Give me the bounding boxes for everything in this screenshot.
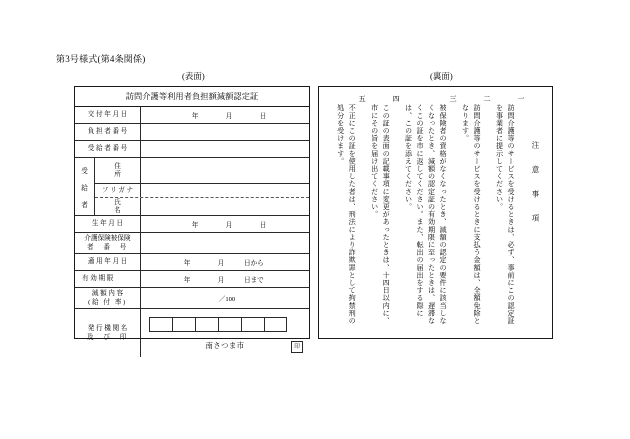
table-row-birthdate [75,216,309,233]
effective-from-year: 年 [183,260,191,267]
expiry-month: 月 [217,277,225,284]
reduction-rate: ／100 [218,296,236,303]
row-value-address[interactable] [141,158,309,183]
recipient-group-label [75,158,95,215]
row-label-effective-from: 適 用 年 月 日 [75,254,141,270]
row-label-payer-number: 負 担 者 番 号 [75,124,141,140]
row-value-issuer [141,309,309,357]
notice-text-1: 訪問介護等のサービスを受けるときは、必ず、事前にこの認定証を事業者に提示してください。 [495,104,515,325]
seal-stamp-icon: 印 [291,341,303,353]
notice-item-3 [402,95,458,330]
row-value-insurance-number[interactable] [141,233,309,253]
reduction-label-line2: (給 付 率) [88,298,127,306]
row-label-birthdate: 生 年 月 日 [75,216,141,232]
notice-marker-4: 四 [392,95,401,103]
insurance-label-line2: 者 番 号 [87,243,128,251]
recipient-group-block [75,158,309,216]
row-value-recipient-number[interactable] [141,141,309,157]
back-notice-panel [318,86,553,339]
row-value-payer-number[interactable] [141,124,309,140]
row-label-name-text: 氏 名 [114,199,141,214]
notice-text-5: 不正にこの証を使用した者は、刑法により詐欺罪として拘禁刑の処分を受けます。 [336,104,357,325]
row-value-expiry[interactable] [141,271,309,287]
recipient-group-rows [95,158,309,215]
notice-item-4 [368,95,401,330]
table-row-effective-from [75,254,309,271]
issuer-code-box[interactable] [264,317,287,332]
table-row-expiry [75,271,309,288]
table-row-recipient-number [75,141,309,158]
expiry-year: 年 [183,277,191,284]
notice-flow [327,95,543,330]
table-row-issuer [75,309,309,357]
issuer-code-box[interactable] [241,317,264,332]
notice-text-4: この証の表面の記載事項に変更があったときは、十四日以内に、市にその旨を届け出てください。 [370,104,391,325]
table-row-insurance-number [75,233,309,254]
row-label-reduction [75,288,141,308]
birthdate-month: 月 [225,222,233,229]
insurance-label-line1: 介護保険被保険 [84,234,131,242]
table-row-name [95,198,309,216]
reduction-label-line1: 減 額 内 容 [91,289,124,297]
table-row-address [95,158,309,184]
issuer-code-boxes[interactable] [149,317,287,332]
notice-marker-2: 二 [483,95,492,103]
certificate-title: 訪問介護等利用者負担額減額認定証 [125,92,259,101]
notice-text-3: 被保険者の資格がなくなったとき、減額の認定の要件に該当しなくなったとき、減額の認定証の有効期限に至ったときは、遅滞なくこの証を市に返してください。また、転出の届出をする際には、この証を添えてください。 [404,104,448,325]
notice-text-2: 訪問介護等のサービスを受けるときに支払う金額は、全額免除となります。 [461,104,482,325]
row-value-reduction[interactable] [141,288,309,308]
recipient-group-char-1: 受 [81,167,88,175]
row-label-name [95,198,141,216]
row-value-name[interactable] [141,198,309,216]
row-label-recipient-number: 受 給 者 番 号 [75,141,141,157]
birthdate-year: 年 [191,222,199,229]
row-label-insurance-number [75,233,141,253]
issuer-code-box[interactable] [172,317,195,332]
issue-date-year: 年 [191,113,199,120]
birthdate-day: 日 [259,222,267,229]
notice-marker-3: 三 [449,95,458,103]
effective-from-day: 日から [244,260,264,267]
row-value-furigana[interactable] [141,184,309,197]
issue-date-day: 日 [259,113,267,120]
issuer-label-line2: 及 び 印 [87,333,128,341]
recipient-group-char-2: 給 [81,184,88,192]
issuer-city-name: 南さつま市 [205,341,245,350]
row-label-address-text: 住 所 [114,162,141,178]
front-certificate-table [74,86,310,350]
table-row-issue-date [75,107,309,124]
issuer-code-box[interactable] [218,317,241,332]
row-label-furigana: フ リ ガ ナ [95,184,141,197]
back-side-caption: (裏面) [430,71,453,81]
notice-heading: 注 意 事 項 [531,141,540,226]
row-label-issue-date: 交 付 年 月 日 [75,107,141,123]
recipient-group-char-3: 者 [81,201,88,209]
table-row-payer-number [75,124,309,141]
issuer-code-box[interactable] [195,317,218,332]
row-label-address [95,158,141,183]
form-number: 第3号様式(第4条関係) [56,54,146,64]
issuer-label-line1: 発 行 機 関 名 [87,324,128,332]
effective-from-month: 月 [217,260,225,267]
notice-marker-5: 五 [358,95,367,103]
notice-item-2 [459,95,492,330]
row-value-effective-from[interactable] [141,254,309,270]
row-label-expiry-text: 有 効 期 限 [82,275,114,283]
expiry-day: 日まで [244,277,264,284]
table-row-reduction [75,288,309,309]
row-label-issuer [75,309,141,357]
row-label-expiry [75,271,141,287]
issue-date-month: 月 [225,113,233,120]
certificate-title-row [75,87,309,107]
issuer-code-box[interactable] [149,317,172,332]
front-side-caption: (表面) [182,71,205,81]
notice-marker-1: 一 [517,95,525,103]
row-value-issue-date[interactable] [141,107,309,123]
notice-item-1 [493,95,526,330]
row-value-birthdate[interactable] [141,216,309,232]
table-row-furigana [95,184,309,198]
notice-item-5 [334,95,367,330]
